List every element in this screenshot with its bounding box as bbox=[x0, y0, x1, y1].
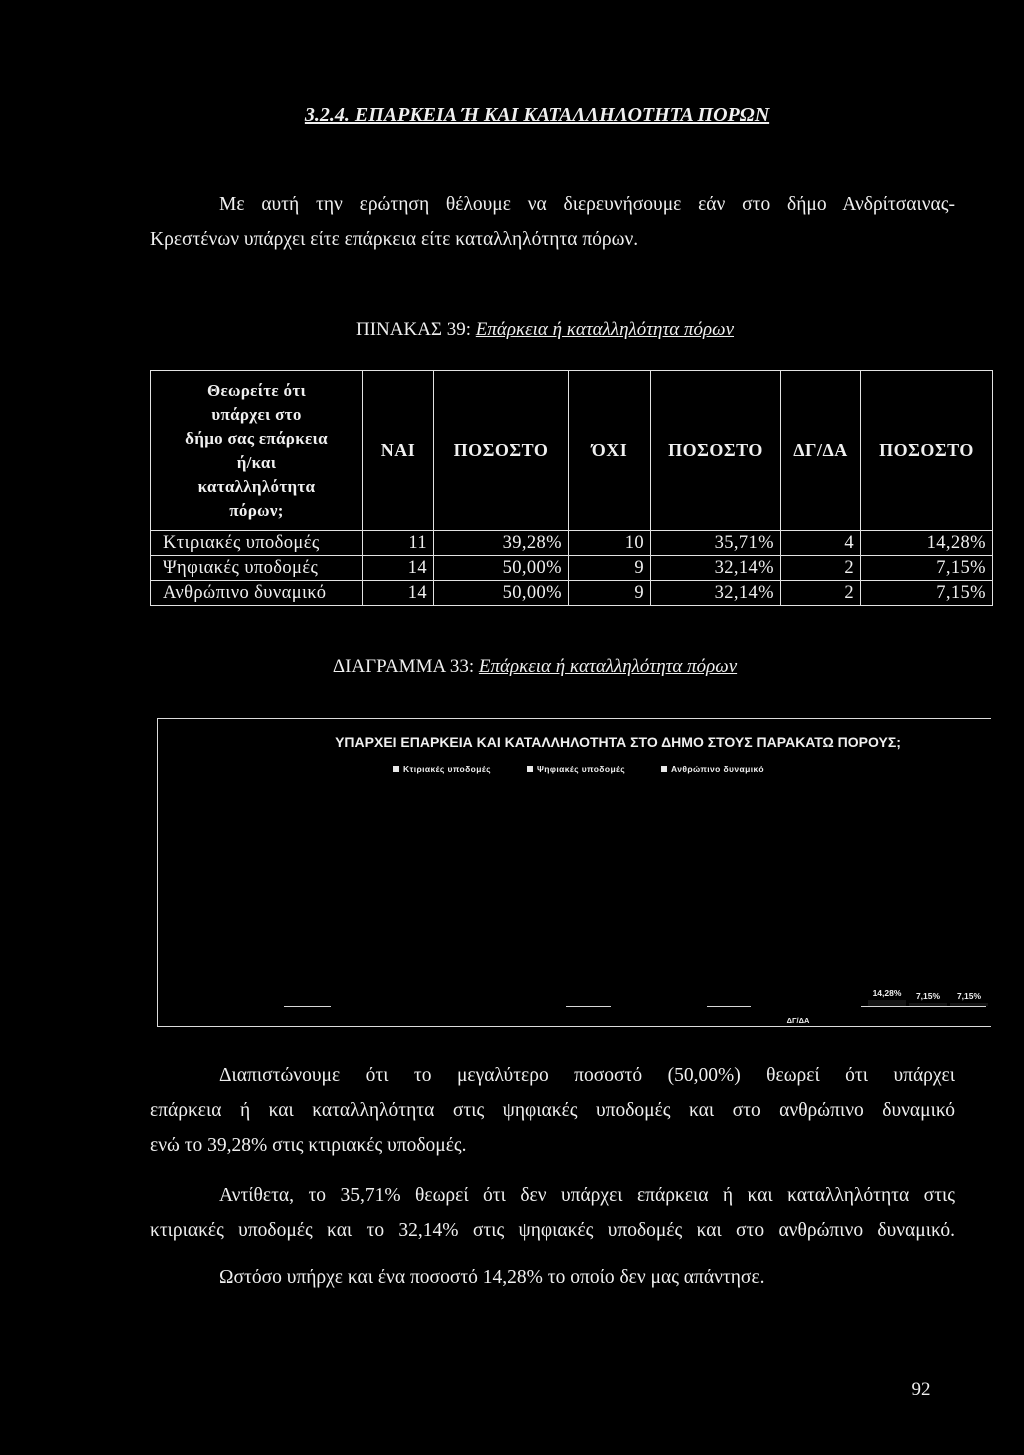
table-row bbox=[151, 556, 993, 581]
axis-line-segment bbox=[566, 1006, 611, 1007]
dont-know-percent: 14,28% bbox=[861, 531, 993, 556]
data-label-series-2: 7,15% bbox=[915, 991, 941, 1002]
no-count: 9 bbox=[569, 556, 651, 581]
yes-percent: 39,28% bbox=[434, 531, 569, 556]
question-line: ή/και bbox=[236, 452, 277, 472]
diagram-caption-title: Επάρκεια ή καταλληλότητα πόρων bbox=[478, 656, 738, 677]
dont-know-percent: 7,15% bbox=[861, 581, 993, 606]
bar-series-1 bbox=[868, 1000, 906, 1006]
question-header bbox=[151, 371, 363, 531]
no-percent: 32,14% bbox=[651, 581, 781, 606]
dont-know-count: 2 bbox=[781, 556, 861, 581]
yes-percent: 50,00% bbox=[434, 556, 569, 581]
data-label-series-1: 14,28% bbox=[872, 988, 902, 999]
legend-item bbox=[527, 764, 625, 774]
intro-line-2: Κρεστένων υπάρχει είτε επάρκεια είτε καταλληλότητα πόρων. bbox=[150, 229, 639, 250]
row-label: Κτιριακές υποδομές bbox=[151, 531, 363, 556]
yes-count: 11 bbox=[363, 531, 434, 556]
question-line: δήμο σας επάρκεια bbox=[185, 428, 328, 448]
section-heading: 3.2.4. ΕΠΑΡΚΕΙΑ Ή ΚΑΙ ΚΑΤΑΛΛΗΛΟΤΗΤΑ ΠΟΡΩΝ bbox=[304, 104, 770, 126]
question-line: Θεωρείτε ότι bbox=[206, 380, 307, 400]
legend-marker-icon bbox=[661, 766, 667, 772]
data-label-series-3: 7,15% bbox=[956, 991, 982, 1002]
diagram-caption-prefix: ΔΙΑΓΡΑΜΜΑ 33: bbox=[332, 656, 479, 677]
legend-label: Ανθρώπινο δυναμικό bbox=[671, 764, 764, 774]
page-number: 92 bbox=[911, 1379, 931, 1400]
bar-chart bbox=[157, 718, 991, 1027]
header-yes-percent: ΠΟΣΟΣΤΟ bbox=[434, 371, 569, 531]
no-count: 10 bbox=[569, 531, 651, 556]
conclusion-p2-line-2: κτιριακές υποδομές και το 32,14% στις ψηφιακές υποδομές και στο ανθρώπινο δυναμικό. bbox=[150, 1220, 955, 1241]
axis-line-segment bbox=[861, 1006, 986, 1007]
conclusion-p1-line-3: ενώ το 39,28% στις κτιριακές υποδομές. bbox=[150, 1135, 467, 1156]
table-caption bbox=[290, 318, 800, 342]
bar-series-3 bbox=[950, 1003, 988, 1006]
legend-item bbox=[661, 764, 764, 774]
dont-know-percent: 7,15% bbox=[861, 556, 993, 581]
yes-count: 14 bbox=[363, 581, 434, 606]
yes-count: 14 bbox=[363, 556, 434, 581]
intro-line-1: Με αυτή την ερώτηση θέλουμε να διερευνήσουμε εάν στο δήμο Ανδρίτσαινας- bbox=[219, 194, 955, 215]
table-row bbox=[151, 531, 993, 556]
no-percent: 35,71% bbox=[651, 531, 781, 556]
question-line: καταλληλότητα bbox=[197, 476, 316, 496]
row-label: Ανθρώπινο δυναμικό bbox=[151, 581, 363, 606]
header-dont-know-percent: ΠΟΣΟΣΤΟ bbox=[861, 371, 993, 531]
dont-know-count: 4 bbox=[781, 531, 861, 556]
resources-table bbox=[150, 370, 993, 606]
yes-percent: 50,00% bbox=[434, 581, 569, 606]
bar-series-2 bbox=[909, 1003, 947, 1006]
legend-label: Κτιριακές υποδομές bbox=[403, 764, 491, 774]
table-header-row bbox=[151, 371, 993, 531]
no-percent: 32,14% bbox=[651, 556, 781, 581]
no-count: 9 bbox=[569, 581, 651, 606]
header-no: ΌΧΙ bbox=[569, 371, 651, 531]
conclusion-p2-line-1: Αντίθετα, το 35,71% θεωρεί ότι δεν υπάρχει επάρκεια ή και καταλληλότητα στις bbox=[219, 1185, 955, 1206]
category-label: ΔΓ/ΔΑ bbox=[786, 1016, 810, 1025]
table-caption-prefix: ΠΙΝΑΚΑΣ 39: bbox=[356, 319, 476, 340]
legend-item bbox=[393, 764, 491, 774]
diagram-caption bbox=[280, 655, 790, 679]
conclusion-p3-line-1: Ωστόσο υπήρχε και ένα ποσοστό 14,28% το οποίο δεν μας απάντησε. bbox=[219, 1267, 765, 1288]
conclusion-p1-line-1: Διαπιστώνουμε ότι το μεγαλύτερο ποσοστό (50,00%) θεωρεί ότι υπάρχει bbox=[219, 1065, 955, 1086]
legend-label: Ψηφιακές υποδομές bbox=[537, 764, 626, 774]
chart-title: ΥΠΑΡΧΕΙ ΕΠΑΡΚΕΙΑ ΚΑΙ ΚΑΤΑΛΛΗΛΟΤΗΤΑ ΣΤΟ ΔΗΜΟ ΣΤΟΥΣ ΠΑΡΑΚΑΤΩ ΠΟΡΟΥΣ; bbox=[335, 734, 901, 750]
dont-know-count: 2 bbox=[781, 581, 861, 606]
header-no-percent: ΠΟΣΟΣΤΟ bbox=[651, 371, 781, 531]
legend-marker-icon bbox=[527, 766, 533, 772]
conclusion-p1-line-2: επάρκεια ή και καταλληλότητα στις ψηφιακές υποδομές και στο ανθρώπινο δυναμικό bbox=[150, 1100, 955, 1121]
question-line: υπάρχει στο bbox=[211, 404, 302, 424]
axis-line-segment bbox=[707, 1006, 751, 1007]
question-line: πόρων; bbox=[229, 500, 284, 520]
row-label: Ψηφιακές υποδομές bbox=[151, 556, 363, 581]
header-yes: ΝΑΙ bbox=[363, 371, 434, 531]
axis-line-segment bbox=[284, 1006, 331, 1007]
table-caption-title: Επάρκεια ή καταλληλότητα πόρων bbox=[475, 319, 734, 340]
header-dont-know: ΔΓ/ΔΑ bbox=[781, 371, 861, 531]
table-row bbox=[151, 581, 993, 606]
legend-marker-icon bbox=[393, 766, 399, 772]
